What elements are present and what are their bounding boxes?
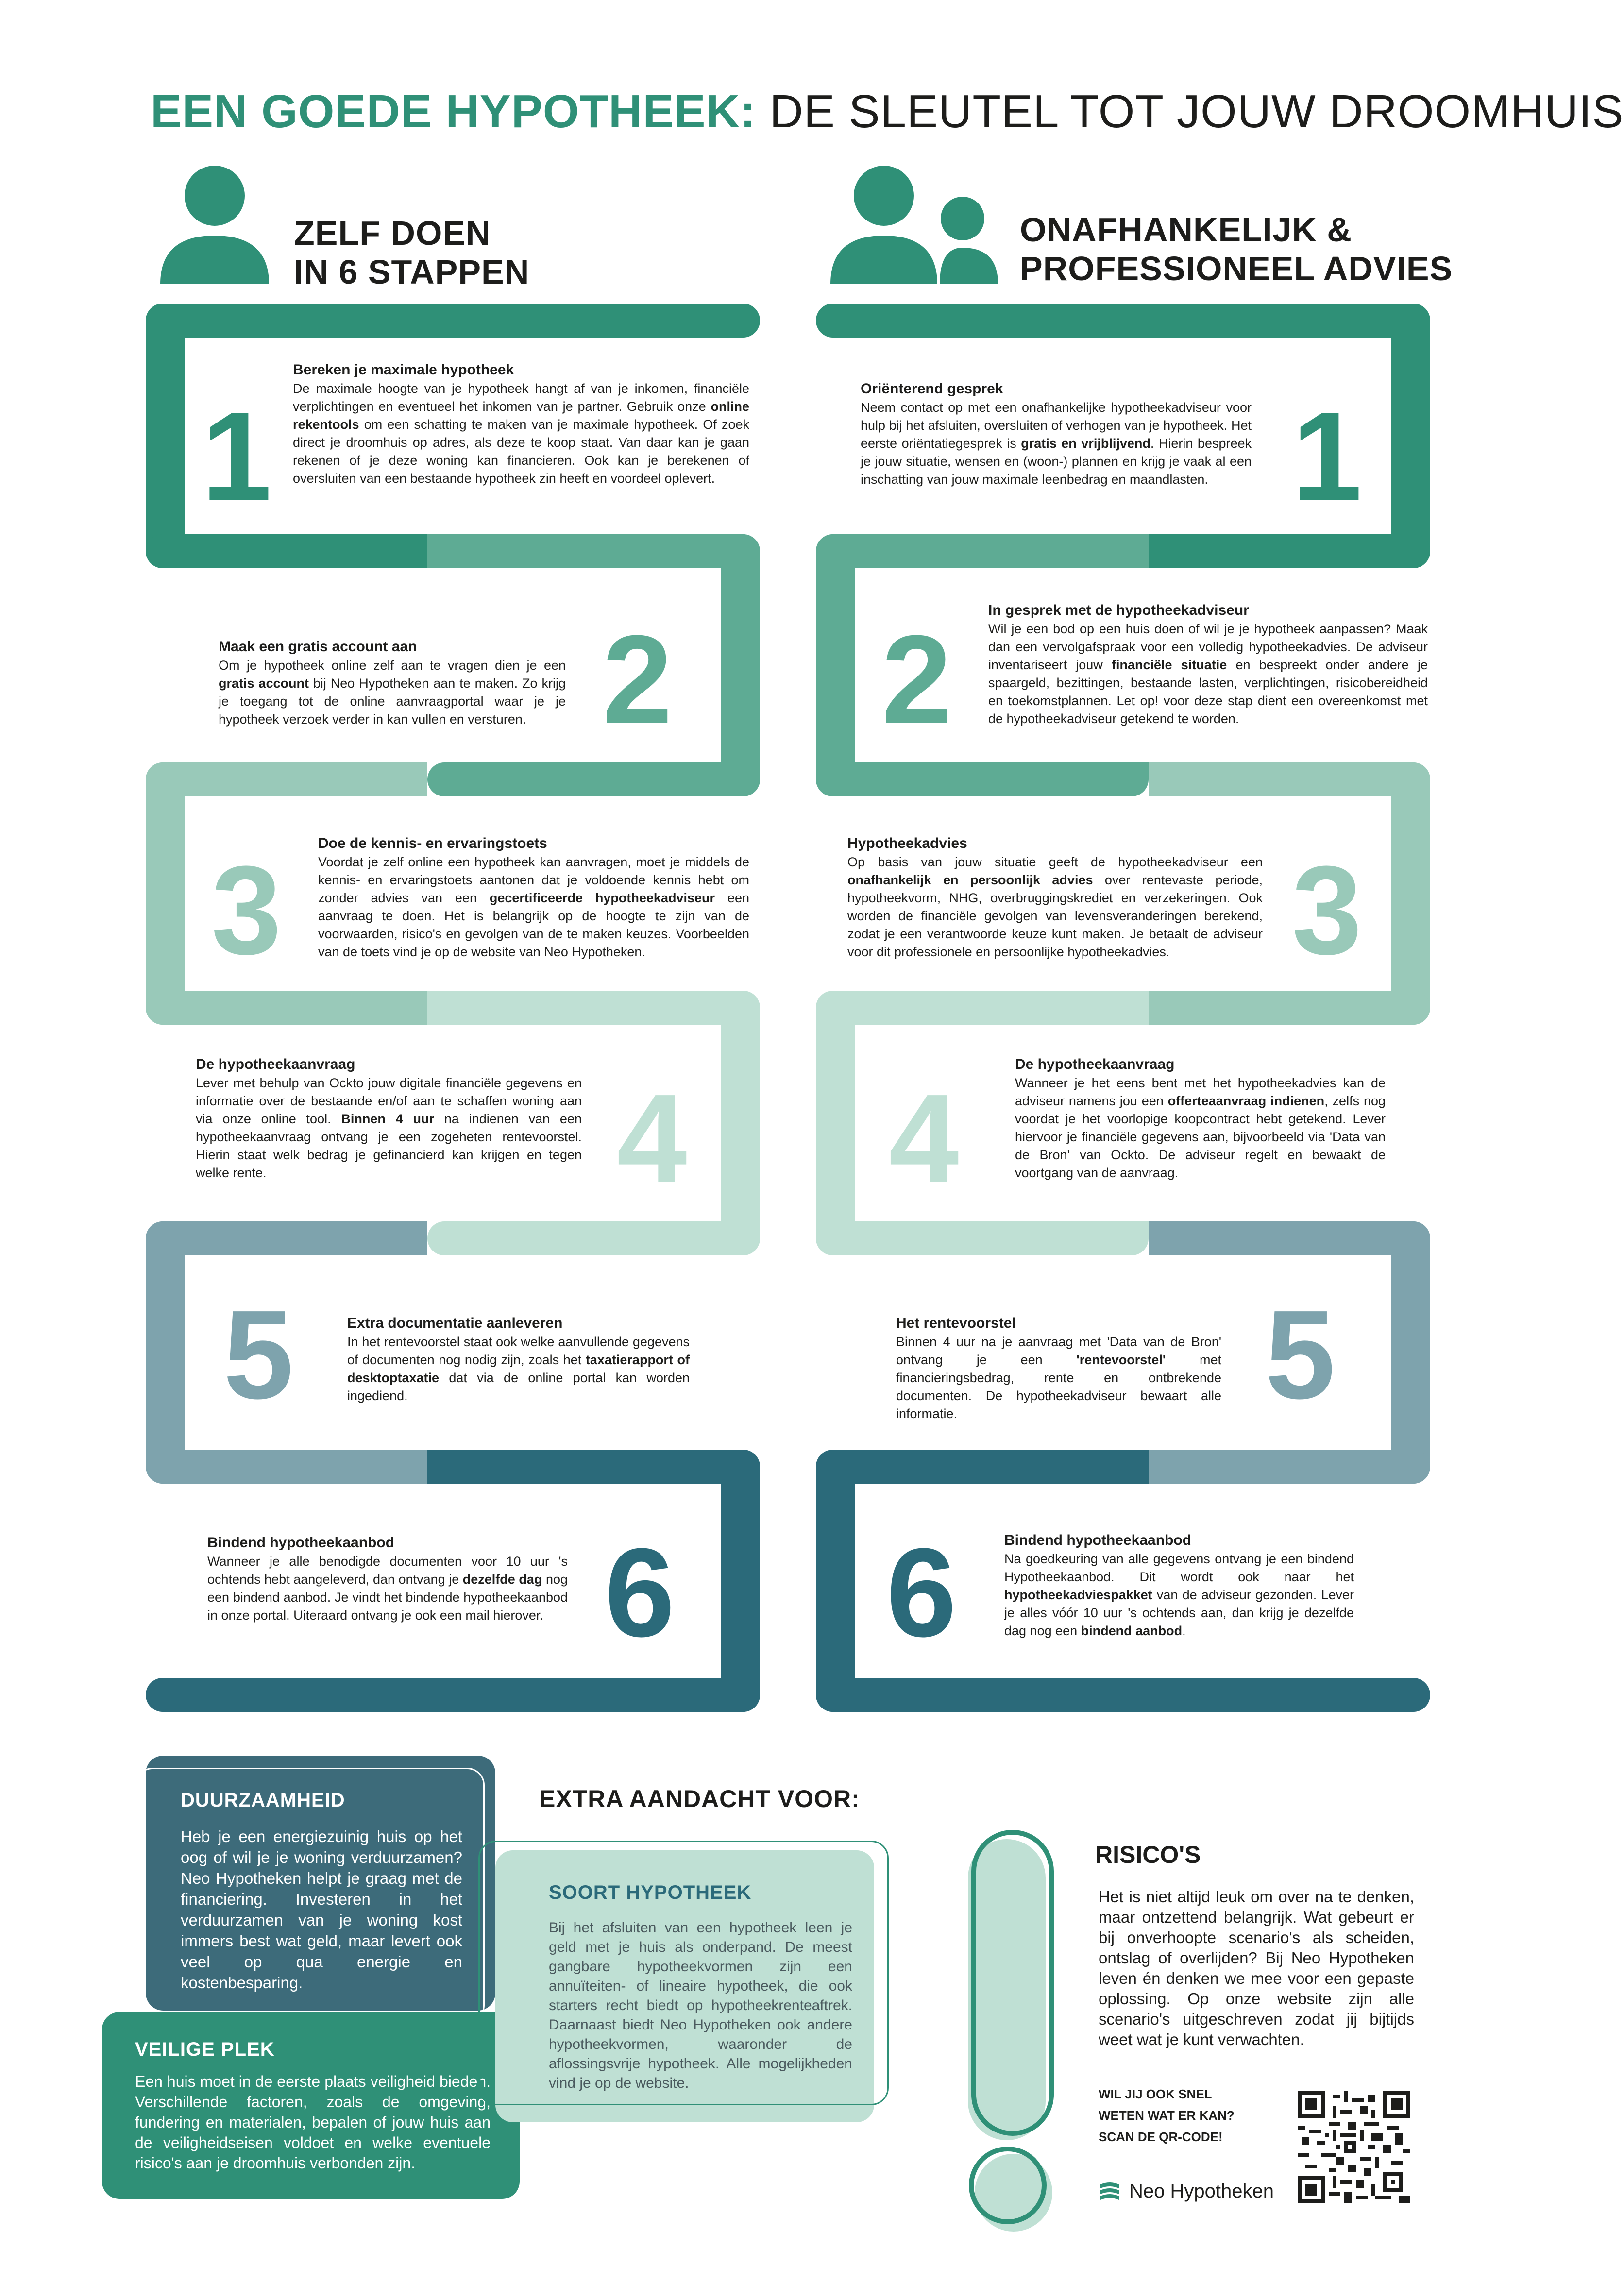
right-step-3-number: 3 (1292, 840, 1362, 981)
right-column-heading: ONAFHANKELIJK & PROFESSIONEEL ADVIES (1020, 211, 1453, 287)
extra-section-title: EXTRA AANDACHT VOOR: (539, 1785, 860, 1812)
qr-code-icon[interactable] (1298, 2091, 1410, 2203)
brand-name: Neo Hypotheken (1129, 2181, 1274, 2202)
left-step-2-text: Maak een gratis account aan Om je hypotheek online zelf aan te vragen dien je een gratis account bij Neo Hypotheken aan te maken. Zo krijg je toegang tot de online aanvraagportal waar je je hypotheek verzoek verder in kan vullen en versturen. (219, 639, 566, 727)
duurzaamheid-card: DUURZAAMHEID Heb je een energiezuinig huis op het oog of wil je je woning verduurzamen? Neo Hypotheken helpt je graag met de financiering. Investeren in het verduurzamen van je woning kost immers best wat geld, maar levert ook veel op qua energie en kostenbesparing. (146, 1756, 495, 2011)
risico-text: Het is niet altijd leuk om over na te denken, maar ontzettend belangrijk. Wat gebeurt er bij onverhoopte scenario's als scheiden, ontslag of overlijden? Bij Neo Hypotheken leven én denken we mee voor een gepaste oplossing. Op onze website zijn alle scenario's uitgeschreven zodat jij bijtijds weet wat je kunt verwachten. (1099, 1888, 1414, 2048)
qr-call-to-action: WIL JIJ OOK SNEL WETEN WAT ER KAN? SCAN DE QR-CODE! (1099, 2087, 1235, 2144)
left-step-2-number: 2 (602, 609, 673, 750)
left-step-3-text: Doe de kennis- en ervaringstoets Voordat je zelf online een hypotheek kan aanvragen, moet je middels de kennis- en ervaringstoets aantonen dat je voldoende kennis hebt om zonder advies van een gecertificeerde hypotheekadviseur een aanvraag te doen. Het is belangrijk op de hoogte te zijn van de voorwaarden, risico's en gevolgen van de te maken keuzes. Voorbeelden van de toets vind je op de website van Neo Hypotheken. (318, 835, 749, 959)
veilige-plek-card: VEILIGE PLEK Een huis moet in de eerste plaats veiligheid bieden. Verschillende factoren, zoals de omgeving, fundering en materialen, bepalen of jouw huis aan de veiligheidseisen voldoet en welke eventuele risico's aan je droomhuis verbonden zijn. (102, 2012, 520, 2199)
left-step-1-number: 1 (202, 386, 272, 527)
risico-title: RISICO'S (1095, 1841, 1201, 1868)
right-step-2-text: In gesprek met de hypotheekadviseur Wil je een bod op een huis doen of wil je je hypotheek aanpassen? Maak dan een vervolgafspraak voor een volledig hypotheekadvies. De adviseur inventariseert jouw financiële situatie en bespreekt onder andere je spaargeld, bezittingen, bestaande lasten, verplichtingen, risicobereidheid en toekomstplannen. Let op! voor deze stap dient een overeenkomst met de hypotheekadviseur getekend te worden. (988, 602, 1428, 726)
advisor-people-icon (830, 163, 1000, 287)
left-step-6-number: 6 (605, 1522, 675, 1663)
title-bold: EEN GOEDE HYPOTHEEK: (151, 85, 756, 137)
right-step-1-number: 1 (1292, 386, 1362, 527)
left-column-heading: ZELF DOEN IN 6 STAPPEN (294, 214, 530, 291)
page-title (151, 85, 1624, 138)
title-rest: DE SLEUTEL TOT JOUW DROOMHUIS (769, 85, 1624, 137)
right-step-5-number: 5 (1265, 1285, 1336, 1425)
left-step-4-number: 4 (617, 1068, 687, 1209)
left-step-5-text: Extra documentatie aanleveren In het rentevoorstel staat ook welke aanvullende gegevens of documenten nog nodig zijn, zoals het taxatierapport of desktoptaxatie dat via de online portal kan worden ingediend. (347, 1315, 690, 1403)
right-step-1-text: Oriënterend gesprek Neem contact op met een onafhankelijke hypotheekadviseur voor hulp bij het afsluiten, oversluiten of verhogen van je hypotheek. Het eerste oriëntatiegesprek is gratis en vrijblijvend. Hierin bespreek je jouw situatie, wensen en (woon-) plannen en krijg je vaak al een inschatting van jouw maximale leenbedrag en maandlasten. (861, 381, 1252, 487)
right-step-6-number: 6 (886, 1522, 957, 1663)
person-icon (158, 163, 272, 287)
left-step-5-number: 5 (223, 1285, 294, 1425)
right-step-3-text: Hypotheekadvies Op basis van jouw situatie geeft de hypotheekadviseur een onafhankelijk en persoonlijk advies over rentevaste periode, hypotheekvorm, NHG, overbruggingskrediet en verzekeringen. Ook worden de financiële gevolgen van levensveranderingen berekend, zodat je een verantwoorde keuze kunt maken. Je betaalt de adviseur voor dit professionele en persoonlijke hypotheekadvies. (847, 835, 1263, 959)
left-step-3-number: 3 (211, 840, 282, 981)
right-step-5-text: Het rentevoorstel Binnen 4 uur na je aanvraag met 'Data van de Bron' ontvang je een 'rentevoorstel' met financieringsbedrag, rente en ontbrekende documenten. De hypotheekadviseur bewaart alle informatie. (896, 1315, 1221, 1421)
neo-logo-icon (1098, 2180, 1122, 2204)
soort-hypotheek-card: SOORT HYPOTHEEK Bij het afsluiten van een hypotheek leen je geld met je huis als onderpand. De meest gangbare hypotheekvormen zijn een annuïteiten- of lineaire hypotheek, die ook starters recht biedt op hypotheekrenteaftrek. Daarnaast biedt Neo Hypotheken ook andere hypotheekvormen, waaronder de aflossingsvrije hypotheek. Alle mogelijkheden vind je op de website. (495, 1850, 874, 2122)
exclamation-icon (959, 1828, 1061, 2236)
left-step-1-text: Bereken je maximale hypotheek De maximale hoogte van je hypotheek hangt af van je inkomen, financiële verplichtingen en eventueel het inkomen van je partner. Gebruik onze online rekentools om een schatting te maken van je maximale hypotheek. Of zoek direct je droomhuis op adres, als deze te koop staat. Van daar kan je gaan rekenen of je deze woning kan financieren. Ook kan je berekenen of oversluiten van een bestaande hypotheek zin heeft en voordeel oplevert. (293, 362, 749, 486)
left-step-4-text: De hypotheekaanvraag Lever met behulp van Ockto jouw digitale financiële gegevens en informatie over de bestaande en/of aan te schaffen woning aan via onze online tool. Binnen 4 uur na indienen van een hypotheekaanvraag ontvang je een zogeheten rentevoorstel. Hierin staat welk bedrag je gefinancierd kan krijgen en tegen welke rente. (196, 1056, 582, 1180)
right-step-2-number: 2 (881, 609, 952, 750)
left-step-6-text: Bindend hypotheekaanbod Wanneer je alle benodigde documenten voor 10 uur 's ochtends hebt aangeleverd, dan ontvang je dezelfde dag nog een bindend aanbod. Je vindt het bindende hypotheekaanbod in onze portal. Uiteraard ontvang je ook een mail hierover. (207, 1535, 568, 1623)
right-step-4-text: De hypotheekaanvraag Wanneer je het eens bent met het hypotheekadvies kan de adviseur namens jou een offerteaanvraag indienen, zelfs nog voordat je het voorlopige koopcontract hebt getekend. Lever hiervoor je financiële gegevens aan, bijvoorbeeld via 'Data van de Bron' van Ockto. De adviseur regelt en bewaakt de voortgang van de aanvraag. (1015, 1056, 1386, 1180)
right-step-6-text: Bindend hypotheekaanbod Na goedkeuring van alle gegevens ontvang je een bindend Hypotheekaanbod. Dit wordt ook naar het hypotheekadviespakket van de adviseur gezonden. Lever je alles vóór 10 uur 's ochtends aan, dan krijg je dezelfde dag nog een bindend aanbod. (1004, 1532, 1354, 1638)
right-step-4-number: 4 (889, 1068, 959, 1209)
